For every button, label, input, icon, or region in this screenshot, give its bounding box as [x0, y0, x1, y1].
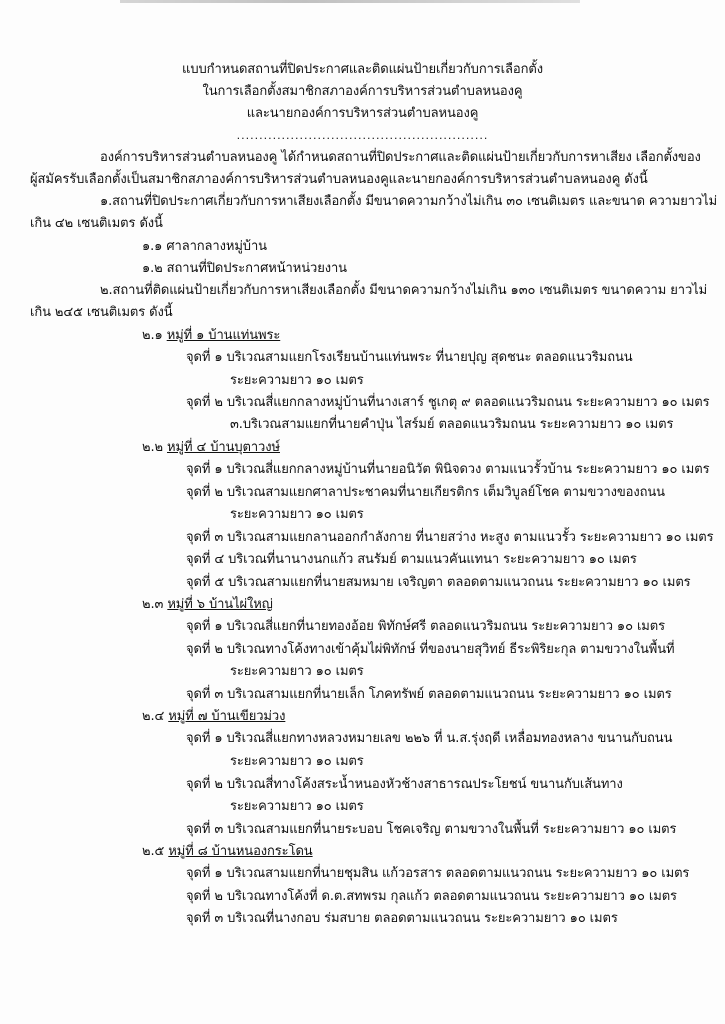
section-2-line-1: ๒.สถานที่ติดแผ่นป้ายเกี่ยวกับการหาเสียงเลือกตั้ง มีขนาดความกว้างไม่เกิน ๑๓๐ เซนติเมตร ขนาดความ ยาวไม่ — [100, 283, 708, 298]
village-2-point-1: จุดที่ ๑ บริเวณสี่แยกกลางหมู่บ้านที่นายอนิวัต พินิจดวง ตามแนวรั้วบ้าน ระยะความยาว ๑๐ เมตร — [186, 462, 710, 477]
section-1-line-1: ๑.สถานที่ปิดประกาศเกี่ยวกับการหาเสียงเลือกตั้ง มีขนาดความกว้างไม่เกิน ๓๐ เซนติเมตร และขนาด ความยาวไม่ — [100, 194, 718, 209]
section-2-line-2: เกิน ๒๔๕ เซนติเมตร ดังนี้ — [30, 305, 173, 320]
village-4-heading — [142, 709, 285, 725]
village-1-number: ๒.๑ — [142, 328, 167, 343]
village-4-point-2-length: ระยะความยาว ๑๐ เมตร — [230, 799, 364, 814]
village-2-point-3: จุดที่ ๓ บริเวณสามแยกลานออกกำลังกาย ที่นายสว่าง หะสูง ตามแนวรั้ว ระยะความยาว ๑๐ เมตร — [186, 530, 714, 545]
village-2-point-4: จุดที่ ๔ บริเวณที่นานางนกแก้ว สนรัมย์ ตามแนวคันแทนา ระยะความยาว ๑๐ เมตร — [186, 552, 637, 567]
village-4-point-1: จุดที่ ๑ บริเวณสี่แยกทางหลวงหมายเลข ๒๒๖ ที่ น.ส.รุ่งฤดี เหลื่อมทองหลาง ขนานกับถนน — [186, 731, 673, 746]
village-4-name: หมู่ที่ ๗ บ้านเขียวม่วง — [168, 709, 286, 724]
village-5-point-3: จุดที่ ๓ บริเวณที่นางกอบ ร่มสบาย ตลอดตามแนวถนน ระยะความยาว ๑๐ เมตร — [186, 911, 618, 926]
village-5-number: ๒.๕ — [142, 844, 169, 859]
village-3-heading — [142, 597, 273, 613]
village-3-point-3: จุดที่ ๓ บริเวณสามแยกที่นายเล็ก โภคทรัพย์ ตลอดตามแนวถนน ระยะความยาว ๑๐ เมตร — [186, 687, 672, 702]
village-2-number: ๒.๒ — [142, 440, 168, 455]
village-1-heading — [142, 328, 280, 344]
village-1-name: หมู่ที่ ๑ บ้านแท่นพระ — [166, 328, 281, 343]
village-2-point-2: จุดที่ ๒ บริเวณสามแยกศาลาประชาคมที่นายเกียรติกร เต็มวิบูลย์โชค ตามขวางของถนน — [186, 485, 665, 500]
village-1-point-2: จุดที่ ๒ บริเวณสี่แยกกลางหมู่บ้านที่นางเสาร์ ชูเกตุ ๙ ตลอดแนวริมถนน ระยะความยาว ๑๐ เมตร — [186, 395, 710, 410]
village-4-point-1-length: ระยะความยาว ๑๐ เมตร — [230, 754, 364, 769]
village-2-name: หมู่ที่ ๔ บ้านบุตาวงษ์ — [167, 440, 280, 455]
section-1-line-2: เกิน ๔๒ เซนติเมตร ดังนี้ — [30, 216, 163, 231]
village-5-name: หมู่ที่ ๘ บ้านหนองกระโดน — [168, 844, 313, 859]
village-4-number: ๒.๔ — [142, 709, 169, 724]
village-5-point-1: จุดที่ ๑ บริเวณสามแยกที่นายชุมสิน แก้วอรสาร ตลอดตามแนวถนน ระยะความยาว ๑๐ เมตร — [186, 866, 690, 881]
title-line-2: ในการเลือกตั้งสมาชิกสภาองค์การบริหารส่วนตำบลหนองคู — [202, 84, 523, 99]
village-3-name: หมู่ที่ ๖ บ้านไผ่ใหญ่ — [167, 597, 273, 612]
village-3-point-1: จุดที่ ๑ บริเวณสี่แยกที่นายทองอ้อย พิทักษ์ศรี ตลอดแนวริมถนน ระยะความยาว ๑๐ เมตร — [186, 619, 665, 634]
village-3-number: ๒.๓ — [142, 597, 168, 612]
village-2-point-5: จุดที่ ๕ บริเวณสามแยกที่นายสมหมาย เจริญตา ตลอดตามแนวถนน ระยะความยาว ๑๐ เมตร — [186, 575, 691, 590]
intro-line-1: องค์การบริหารส่วนตำบลหนองคู ได้กำหนดสถานที่ปิดประกาศและติดแผ่นป้ายเกี่ยวกับการหาเสียง เลือกตั้งของ — [100, 150, 701, 165]
village-5-heading — [142, 844, 313, 860]
title-rule: ........................................................ — [236, 129, 489, 142]
village-1-point-1: จุดที่ ๑ บริเวณสามแยกโรงเรียนบ้านแท่นพระ ที่นายปุญ สุดชนะ ตลอดแนวริมถนน — [186, 350, 633, 365]
village-1-point-3: ๓.บริเวณสามแยกที่นายคำปุ่น ไสร์มย์ ตลอดแนวริมถนน ระยะความยาว ๑๐ เมตร — [230, 417, 674, 432]
title-line-1: แบบกำหนดสถานที่ปิดประกาศและติดแผ่นป้ายเกี่ยวกับการเลือกตั้ง — [182, 62, 543, 77]
village-2-point-2-length: ระยะความยาว ๑๐ เมตร — [230, 507, 364, 522]
section-1-item-2: ๑.๒ สถานที่ปิดประกาศหน้าหน่วยงาน — [142, 261, 347, 276]
village-5-point-2: จุดที่ ๒ บริเวณทางโค้งที่ ด.ต.สทพรม กุลแก้ว ตลอดตามแนวถนน ระยะความยาว ๑๐ เมตร — [186, 889, 677, 904]
intro-line-2: ผู้สมัครรับเลือกตั้งเป็นสมาชิกสภาองค์การบริหารส่วนตำบลหนองคูและนายกองค์การบริหารส่วนตำบลหนองคู ดังนี้ — [30, 172, 648, 187]
village-4-point-2: จุดที่ ๒ บริเวณสี่ทางโค้งสระน้ำหนองหัวช้างสาธารณประโยชน์ ขนานกับเส้นทาง — [186, 777, 623, 792]
village-1-point-1-length: ระยะความยาว ๑๐ เมตร — [230, 373, 364, 388]
village-3-point-2: จุดที่ ๒ บริเวณทางโค้งทางเข้าคุ้มไผ่พิทักษ์ ที่ของนายสุวิทย์ ธีระพิริยะกุล ตามขวางในพื้นที่ — [186, 642, 675, 657]
village-2-heading — [142, 440, 280, 456]
village-4-point-3: จุดที่ ๓ บริเวณสามแยกที่นายระบอบ โชคเจริญ ตามขวางในพื้นที่ ระยะความยาว ๑๐ เมตร — [186, 822, 677, 837]
section-1-item-1: ๑.๑ ศาลากลางหมู่บ้าน — [142, 239, 267, 254]
village-3-point-2-length: ระยะความยาว ๑๐ เมตร — [230, 664, 364, 679]
title-line-3: และนายกองค์การบริหารส่วนตำบลหนองคู — [246, 106, 479, 121]
